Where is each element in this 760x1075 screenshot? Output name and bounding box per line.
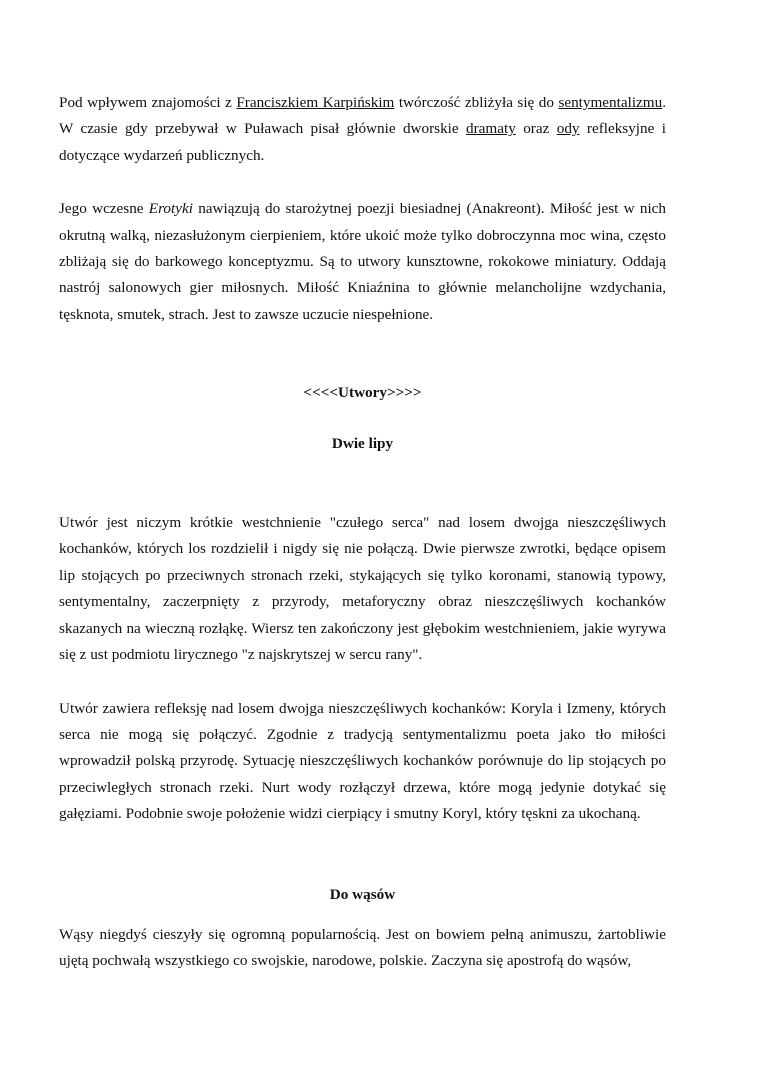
- paragraph-intro: [59, 90, 666, 169]
- title-erotyki: Erotyki: [148, 200, 193, 218]
- paragraph-text: . W czasie gdy przebywał w Puławach pisał głównie dworskie: [59, 94, 666, 138]
- link-ody[interactable]: ody: [556, 120, 580, 138]
- paragraph-dwie-lipy-2: Utwór zawiera refleksję nad losem dwojga nieszczęśliwych kochanków: Koryla i Izmeny, których serca nie mogą się połączyć. Zgodnie z tradycją sentymentalizmu poeta jako tło miłości wprowadził polską przyrodę. Sytuację nieszczęśliwych kochanków porównuje do lip stojących po przeciwległych stronach rzeki. Nurt wody rozłączył drzewa, które mogą jedynie dotykać się gałęziami. Podobnie swoje położenie widzi cierpiący i smutny Koryl, który tęskni za ukochaną.: [59, 699, 666, 823]
- paragraph-text: Jego wczesne: [59, 200, 149, 218]
- paragraph-do-wasow: Wąsy niegdyś cieszyły się ogromną popularnością. Jest on bowiem pełną animuszu, żartobliwie ujętą pochwałą wszystkiego co swojskie, narodowe, polskie. Zaczyna się apostrofą do wąsów,: [59, 925, 666, 970]
- paragraph-text: oraz: [515, 120, 557, 138]
- paragraph-text: refleksyjne i dotyczące wydarzeń publicznych.: [59, 120, 666, 164]
- paragraph-erotyki: [59, 196, 666, 328]
- heading-dwie-lipy: Dwie lipy: [331, 434, 394, 452]
- paragraph-dwie-lipy-1: Utwór jest niczym krótkie westchnienie "czułego serca" nad losem dwojga nieszczęśliwych kochanków, których los rozdzielił i nigdy się nie połączą. Dwie pierwsze zwrotki, będące opisem lip stojących po przeciwnych stronach rzeki, stykających się tylko koronami, stanowią typowy, sentymentalny, zaczerpnięty z przyrody, metaforyczny obraz nieszczęśliwych kochanków skazanych na wieczną rozłąkę. Wiersz ten zakończony jest głębokim westchnieniem, jakie wyrywa się z ust podmiotu lirycznego "z najskrytszej w sercu rany".: [59, 514, 666, 664]
- link-franciszek-karpinski[interactable]: Franciszkiem Karpińskim: [236, 94, 395, 111]
- paragraph-text: twórczość zbliżyła się do: [394, 94, 559, 111]
- link-dramaty[interactable]: dramaty: [466, 120, 516, 138]
- paragraph-text: Pod wpływem znajomości z: [59, 94, 237, 111]
- heading-utwory: <<<<Utwory>>>>: [303, 384, 422, 402]
- document-page: [59, 90, 666, 975]
- heading-do-wasow: Do wąsów: [329, 885, 396, 903]
- paragraph-text: nawiązują do starożytnej poezji biesiadnej (Anakreont). Miłość jest w nich okrutną walką, niezasłużonym cierpieniem, które ukoić może tylko dobroczynna moc wina, często zbliżają się do barkowego konceptyzmu. Są to utwory kunsztowne, rokokowe miniatury. Oddają nastrój salonowych gier miłosnych. Miłość Kniaźnina to głównie melancholijne wzdychania, tęsknota, smutek, strach. Jest to zawsze uczucie niespełnione.: [59, 200, 666, 323]
- link-sentymentalizm[interactable]: sentymentalizmu: [558, 94, 663, 111]
